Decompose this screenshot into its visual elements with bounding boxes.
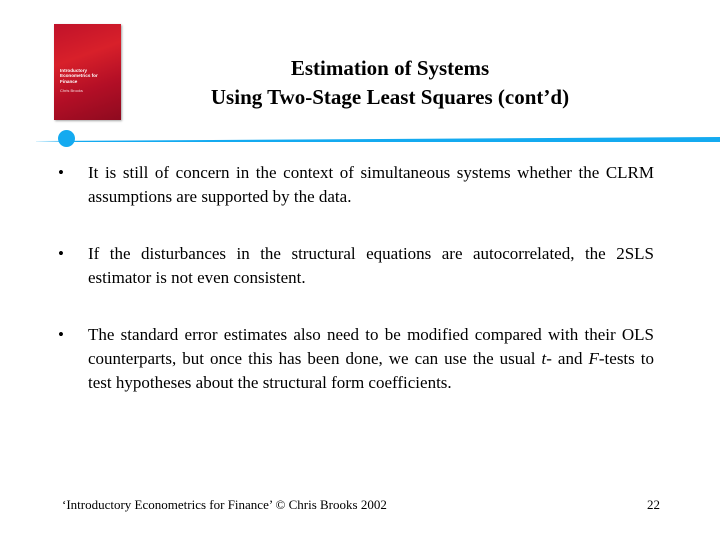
t-test-symbol: t [541,349,547,368]
bullet-marker: • [58,163,64,182]
bullet-item [58,242,654,290]
bullet-text-part: - and [546,349,589,368]
bullet-text-part: The standard error estimates also need to be modified compared with their OLS counterparts, but once this has been done, we can use the usual [88,325,654,368]
bullet-item [58,323,654,395]
slide-title-line-2: Using Two-Stage Least Squares (cont’d) [210,85,570,109]
title-divider-dot [58,130,75,147]
bullet-text-part: -tests to test hypotheses about the structural form coefficients. [88,349,655,392]
slide-title-line-1: Estimation of Systems [290,56,490,80]
title-divider-line [36,137,720,142]
bullet-text [88,325,654,392]
bullet-marker: • [58,244,64,263]
book-cover-author: Chris Brooks [60,88,83,93]
page-number: 22 [647,497,660,512]
footer-copyright: ‘Introductory Econometrics for Finance’ © Chris Brooks 2002 [62,497,387,512]
book-cover-title: Introductory Econometrics for Finance [60,68,98,84]
bullet-text: It is still of concern in the context of simultaneous systems whether the CLRM assumptions are supported by the data. [88,163,654,206]
slide-title [170,54,610,112]
f-test-symbol: F [588,349,599,368]
bullet-list [58,161,654,395]
bullet-text: If the disturbances in the structural equations are autocorrelated, the 2SLS estimator is not even consistent. [88,244,654,287]
bullet-item [58,161,654,209]
book-cover-image [54,24,121,120]
bullet-marker: • [58,325,64,344]
